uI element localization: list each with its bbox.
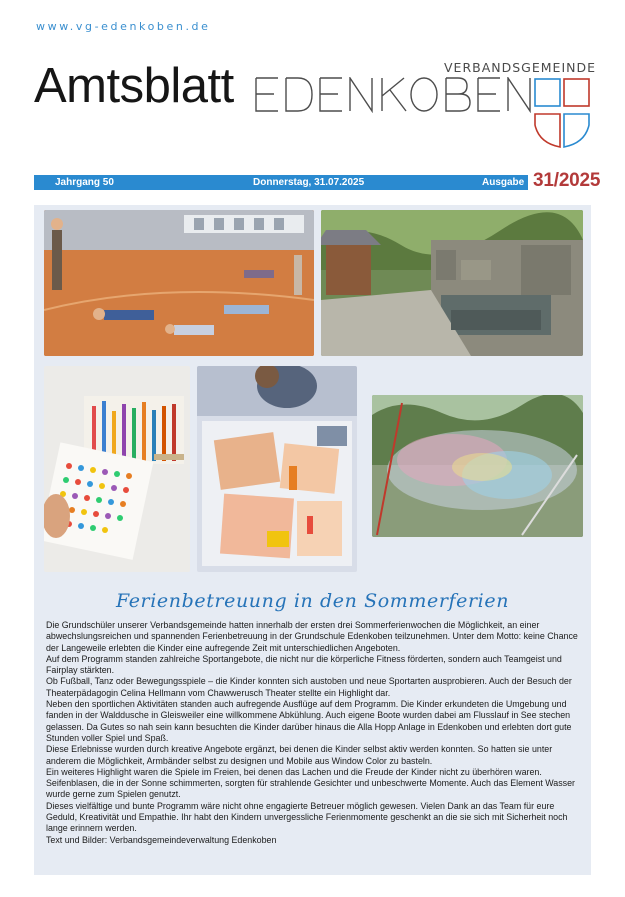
photo-soap-bubble: [372, 395, 583, 537]
article-paragraph: Ein weiteres Highlight waren die Spiele im Freien, bei denen das Lachen und die Freude der Kinder nicht zu überhören waren. Seifenblasen, die in der Sonne schimmerten, sorgten für strahlende Gesichter und unbeschwerte Momente. Auch das Element Wasser wurde gerne zum Spielen genutzt.: [46, 766, 576, 800]
article-body: [46, 620, 584, 846]
photo-gym-children: [44, 210, 314, 356]
article-title: Ferienbetreuung in den Sommerferien: [115, 590, 510, 612]
volume-label: Jahrgang 50: [55, 177, 114, 188]
article-credit: Text und Bilder: Verbandsgemeindeverwaltung Edenkoben: [46, 834, 277, 845]
article-paragraph: Diese Erlebnisse wurden durch kreative Angebote ergänzt, bei denen die Kinder selbst aktiv werden konnten. So hatten sie unter anderem die Möglichkeit, Armbänder selbst zu designen und Mobile aus Window Color zu basteln.: [46, 744, 553, 766]
photo-crafting-table: [197, 366, 357, 572]
article-paragraph: Ob Fußball, Tanz oder Bewegungsspiele – die Kinder konnten sich austoben und neue Sportarten ausprobieren. Auch der Besuch der Theaterpädagogin Celina Hellmann vom Chawwerusch Theater stellte ein Highlight dar.: [46, 676, 572, 698]
photo-dot-art: [44, 366, 190, 572]
article-paragraph: Dieses vielfältige und bunte Programm wäre nicht ohne engagierte Betreuer möglich gewesen. Vielen Dank an das Team für eure Geduld, Kreativität und Empathie. Ihr habt den Kindern unvergessliche Ferienmomente geschenkt an die sie sich mit Sicherheit noch lange erinnern werden.: [46, 800, 568, 834]
edenkoben-logotype: [254, 77, 534, 113]
issue-info-bar: [34, 175, 528, 190]
article-paragraph: Auf dem Programm standen zahlreiche Sportangebote, die nicht nur die körperliche Fitness förderten, sondern auch Teamgeist und Fairplay stärkten.: [46, 653, 562, 676]
edition-label: Ausgabe: [482, 177, 525, 188]
masthead-title: Amtsblatt: [34, 59, 234, 113]
photo-forest-fountain: [321, 210, 583, 356]
gym-scene-icon: [44, 210, 314, 356]
edition-number: 31/2025: [533, 170, 601, 191]
issue-date: Donnerstag, 31.07.2025: [253, 177, 365, 188]
website-url[interactable]: www.vg-edenkoben.de: [36, 20, 211, 33]
art-scene-icon: [44, 366, 190, 572]
craft-scene-icon: [197, 366, 357, 572]
fountain-scene-icon: [321, 210, 583, 356]
article-paragraph: Die Grundschüler unserer Verbandsgemeinde hatten innerhalb der ersten drei Sommerferienwochen die Möglichkeit, an einer abwechslungsreichen und spannenden Ferienbetreuung in der Grundschule Edenkoben teilzunehmen. Unter dem Motto: keine Chance der Langeweile erlebten die Kinder eine aufregende Zeit mit unterschiedlichen Angeboten.: [46, 620, 578, 653]
coat-of-arms-icon: [533, 77, 591, 149]
municipality-label: VERBANDSGEMEINDE: [444, 60, 596, 75]
article-paragraph: Neben den sportlichen Aktivitäten standen auch aufregende Ausflüge auf dem Programm. Die Kinder erkundeten die Umgebung und fanden in der Walddusche in Gleisweiler eine willkommene Abkühlung. Auch eigene Boote wurden dabei am Flusslauf in See stechen gelassen. Da Gutes so nah sein kann besuchten die Kinder darüber hinaus die Alla Hopp Anlage in Edenkoben und erlebten dort gute Stunden voller Spiel und Spaß.: [46, 699, 572, 743]
bubble-scene-icon: [372, 395, 583, 537]
